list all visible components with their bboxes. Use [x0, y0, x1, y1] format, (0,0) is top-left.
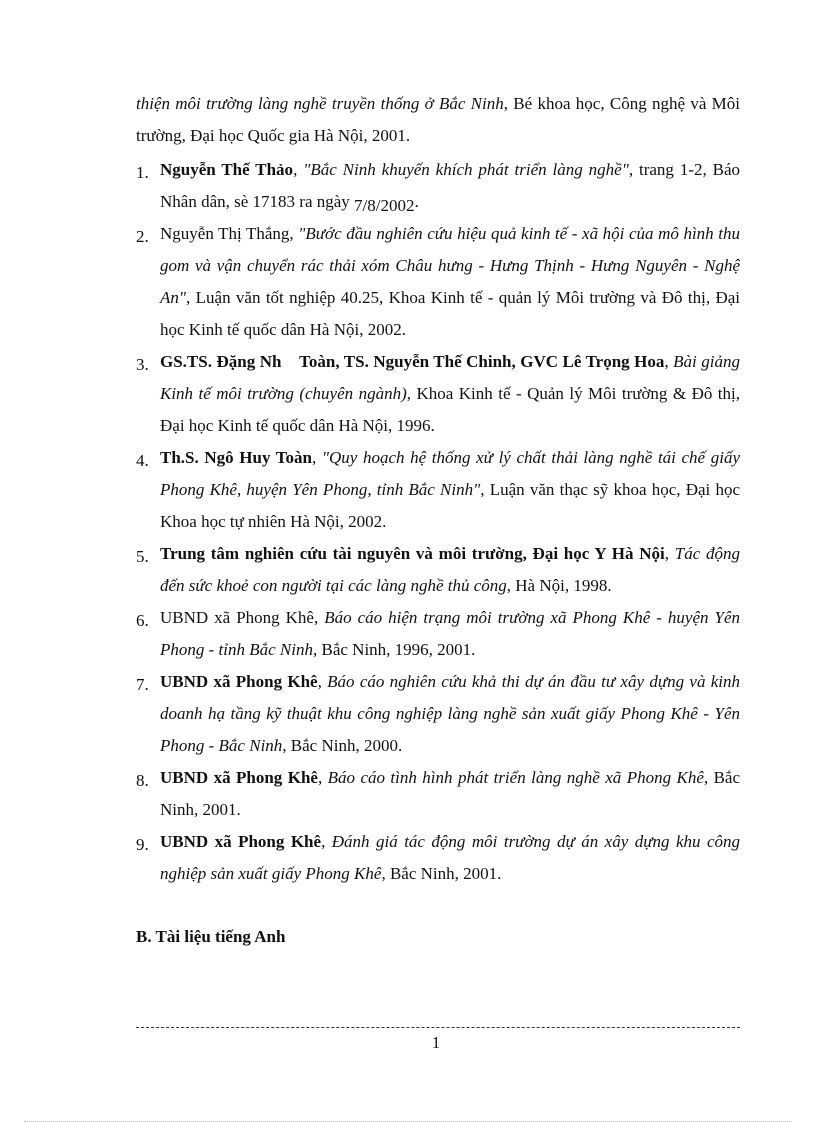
reference-details: , Bắc Ninh, 2001.: [160, 768, 741, 819]
reference-title: Báo cáo tình hình phát triển làng nghề xã Phong Khê: [327, 768, 704, 787]
continuation-paragraph: [136, 88, 740, 152]
reference-number: 3.: [136, 355, 149, 374]
reference-end: .: [414, 192, 419, 211]
reference-sep: ,: [664, 544, 675, 563]
reference-number: 5.: [136, 547, 149, 566]
reference-details: , trang 1-2, Báo Nhân dân, sè 17183 ra ngày: [160, 160, 741, 211]
reference-title: "Quy hoạch hệ thống xử lý chất thải làng nghề tái chế giấy Phong Khê, huyện Yên Phong, tỉnh Bắc Ninh": [160, 448, 740, 499]
reference-author: Th.S. Ngô Huy Toàn: [160, 448, 312, 467]
reference-title: Bài giảng Kinh tế môi trường (chuyên ngành): [160, 352, 741, 403]
reference-details: , Luận văn tốt nghiệp 40.25, Khoa Kinh tế - quản lý Môi trường và Đô thị, Đại học Kinh tế quốc dân Hà Nội, 2002.: [160, 288, 740, 339]
reference-details: , Khoa Kinh tế - Quản lý Môi trường & Đô thị, Đại học Kinh tế quốc dân Hà Nội, 1996.: [160, 384, 741, 435]
continuation-rest: , Bé khoa học, Công nghệ và Môi trường, Đại học Quốc gia Hà Nội, 2001.: [136, 94, 740, 145]
reference-item-2: [136, 218, 740, 346]
reference-item-8: [136, 762, 740, 826]
reference-number: 9.: [136, 835, 149, 854]
reference-title: Tác động đến sức khoẻ con người tại các làng nghề thủ công: [160, 544, 741, 595]
continuation-title: thiện môi trường làng nghề truyền thống ở Bắc Ninh: [136, 94, 504, 113]
section-heading: B. Tài liệu tiếng Anh: [136, 927, 286, 946]
reference-number: 8.: [136, 771, 149, 790]
reference-date: 7/8/2002: [354, 196, 415, 215]
reference-item-1: [136, 154, 740, 218]
reference-item-6: [136, 602, 740, 666]
reference-list: [136, 88, 740, 890]
reference-author: Trung tâm nghiên cứu tài nguyên và môi trường, Đại học Y Hà Nội: [160, 544, 665, 563]
reference-item-4: [136, 442, 740, 538]
reference-number: 6.: [136, 611, 149, 630]
reference-sep: ,: [317, 672, 328, 691]
reference-item-3: [136, 346, 740, 442]
reference-item-5: [136, 538, 740, 602]
footer-divider: [136, 1027, 740, 1028]
reference-author: GS.TS. Đặng Nh Toàn, TS. Nguyễn Thế Chinh, GVC Lê Trọng Hoa: [160, 352, 665, 371]
reference-title: Báo cáo nghiên cứu khả thi dự án đầu tư xây dựng và kinh doanh hạ tầng kỹ thuật khu công nghiệp làng nghề sản xuất giấy Phong Khê - Yên Phong - Bắc Ninh: [160, 672, 741, 755]
reference-details: , Bắc Ninh, 2001.: [381, 864, 502, 883]
reference-details: , Luận văn thạc sỹ khoa học, Đại học Khoa học tự nhiên Hà Nội, 2002.: [160, 480, 740, 531]
reference-sep: ,: [664, 352, 674, 371]
reference-sep: ,: [321, 832, 332, 851]
reference-sep: ,: [293, 160, 304, 179]
reference-details: , Bắc Ninh, 2000.: [282, 736, 403, 755]
page-bottom-edge: [24, 1121, 792, 1122]
page-number: 1: [431, 1033, 441, 1052]
reference-details: , Hà Nội, 1998.: [506, 576, 612, 595]
reference-author: Nguyễn Thế Thảo: [160, 160, 294, 179]
reference-number: 4.: [136, 451, 149, 470]
reference-author: UBND xã Phong Khê: [160, 832, 322, 851]
reference-author: UBND xã Phong Khê: [160, 768, 318, 787]
reference-title: "Bắc Ninh khuyến khích phát triển làng nghề": [303, 160, 629, 179]
reference-item-9: [136, 826, 740, 890]
reference-author: Nguyễn Thị Thắng,: [160, 224, 299, 243]
reference-title: Đánh giá tác động môi trường dự án xây dựng khu công nghiệp sản xuất giấy Phong Khê: [160, 832, 741, 883]
reference-number: 2.: [136, 227, 149, 246]
reference-author: UBND xã Phong Khê: [160, 672, 318, 691]
reference-number: 7.: [136, 675, 149, 694]
reference-title: "Bước đầu nghiên cứu hiệu quả kinh tế - xã hội của mô hình thu gom và vận chuyển rác thải xóm Châu hưng - Hưng Thịnh - Hưng Nguyên - Nghệ An": [160, 224, 740, 307]
reference-sep: ,: [312, 448, 322, 467]
reference-details: , Bắc Ninh, 1996, 2001.: [312, 640, 476, 659]
reference-title: Báo cáo hiện trạng môi trường xã Phong Khê - huyện Yên Phong - tỉnh Bắc Ninh: [160, 608, 740, 659]
reference-number: 1.: [136, 163, 149, 182]
reference-item-7: [136, 666, 740, 762]
reference-sep: ,: [317, 768, 328, 787]
reference-author: UBND xã Phong Khê,: [160, 608, 325, 627]
